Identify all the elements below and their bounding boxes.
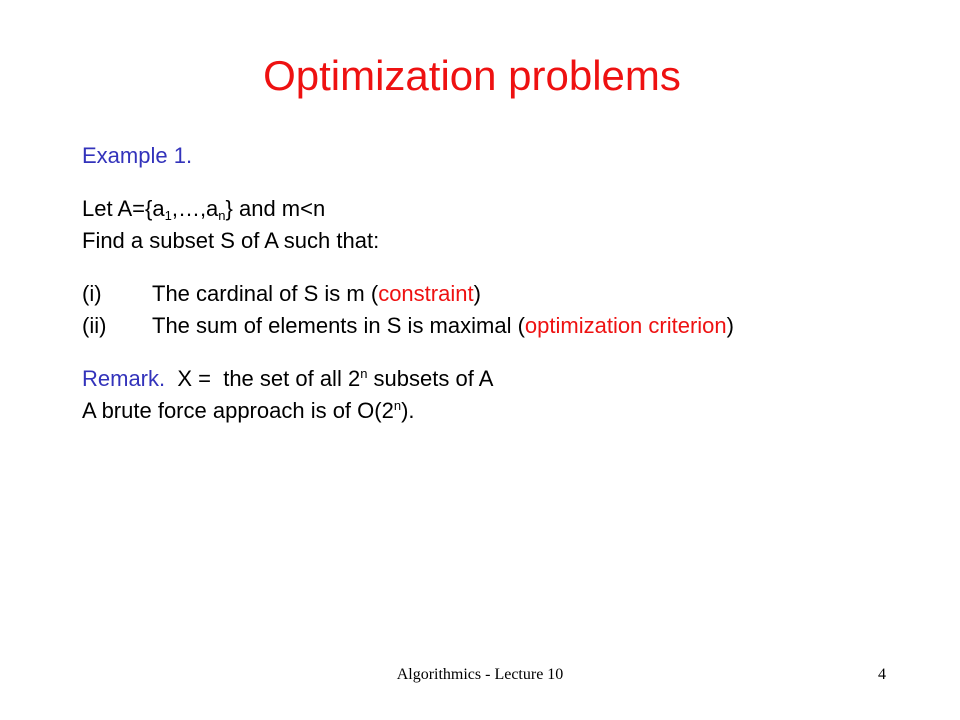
subscript-1: 1: [164, 208, 172, 223]
superscript-n: n: [360, 366, 368, 381]
remark-text: X = the set of all 2: [165, 366, 361, 391]
condition-close: ): [473, 281, 481, 306]
condition-close: ): [726, 313, 734, 338]
condition-tag: optimization criterion: [524, 313, 727, 338]
slide-title: Optimization problems: [263, 52, 681, 99]
remark-statement: [82, 363, 902, 395]
let-suffix: } and m<n: [225, 196, 326, 221]
condition-text: The sum of elements in S is maximal (: [152, 313, 525, 338]
condition-text: The cardinal of S is m (: [152, 281, 379, 306]
footer-course: Algorithmics - Lecture 10: [396, 666, 564, 683]
brute-force-text: A brute force approach is of O(2: [82, 398, 394, 423]
page-number: 4: [878, 666, 886, 683]
brute-force-statement: [82, 395, 902, 427]
remark-label: Remark.: [82, 366, 166, 391]
remark-text-end: subsets of A: [367, 366, 494, 391]
spacer: [82, 342, 902, 363]
condition-number: (ii): [82, 313, 107, 338]
brute-force-text-end: ).: [401, 398, 415, 423]
example-label: Example 1.: [82, 143, 193, 168]
subscript-n: n: [218, 208, 226, 223]
slide-footer: [0, 660, 960, 690]
condition-number: (i): [82, 281, 102, 306]
let-prefix: Let A={a: [82, 196, 165, 221]
spacer: [82, 257, 902, 278]
spacer: [82, 172, 902, 193]
let-statement: [82, 193, 902, 225]
slide-body: [82, 140, 902, 427]
let-mid: ,…,a: [171, 196, 219, 221]
superscript-n: n: [393, 398, 402, 413]
condition-item: [82, 310, 902, 342]
condition-item: [82, 278, 902, 310]
find-statement: Find a subset S of A such that:: [82, 228, 380, 253]
condition-tag: constraint: [378, 281, 474, 306]
